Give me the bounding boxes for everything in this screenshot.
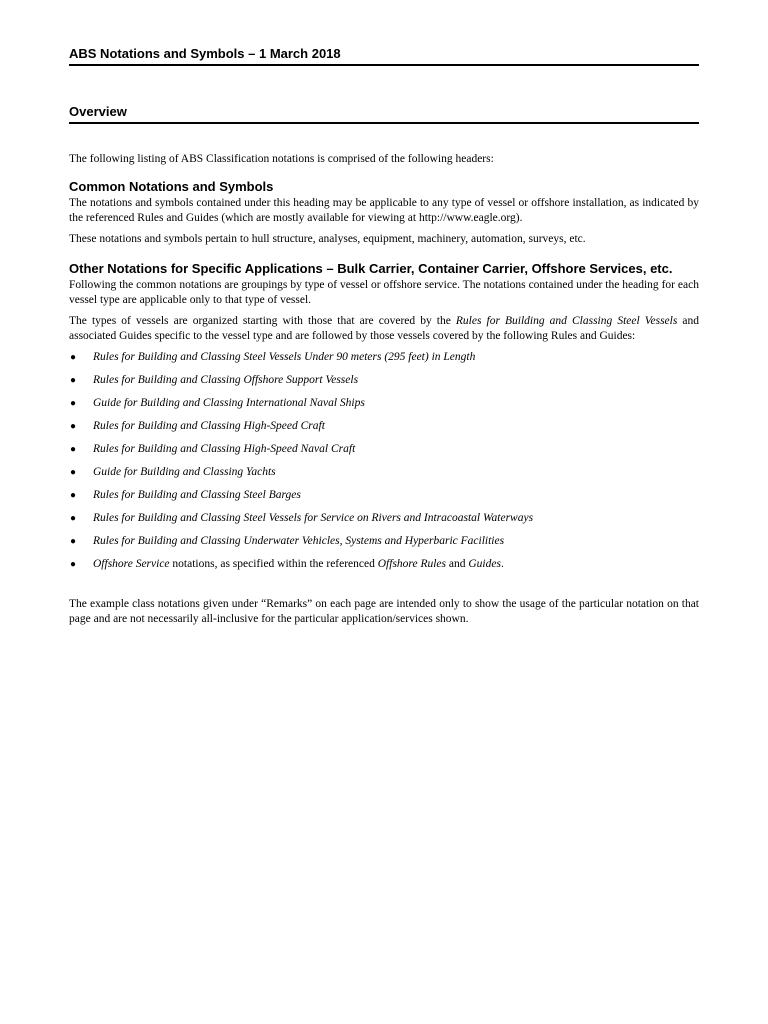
bullet-icon: ● bbox=[70, 513, 77, 524]
paragraph-italic-title: Rules for Building and Classing Steel Vessels bbox=[455, 315, 678, 327]
common-notations-paragraph-1: The notations and symbols contained under this heading may be applicable to any type of vessel or offshore installation, as indicated by the referenced Rules and Guides (which are mostly available for viewing at http://www.eagle.org). bbox=[69, 197, 699, 224]
list-item bbox=[69, 373, 699, 396]
guide-title: Guide for Building and Classing Yachts bbox=[93, 466, 276, 478]
other-notations-paragraph-1: Following the common notations are groupings by type of vessel or offshore service. The notations contained under the heading for each vessel type are applicable only to that type of vessel. bbox=[69, 279, 699, 306]
common-notations-paragraph-2: These notations and symbols pertain to hull structure, analyses, equipment, machinery, automation, surveys, etc. bbox=[69, 233, 586, 245]
bullet-icon: ● bbox=[70, 559, 77, 570]
guide-title: Rules for Building and Classing Offshore Support Vessels bbox=[93, 374, 359, 386]
list-item-text: notations, as specified within the referenced bbox=[169, 558, 378, 570]
other-notations-paragraph-2 bbox=[69, 314, 699, 344]
guides-list bbox=[69, 350, 699, 580]
list-item bbox=[69, 488, 699, 511]
bullet-icon: ● bbox=[70, 375, 77, 386]
list-item bbox=[69, 511, 699, 534]
guide-title: Rules for Building and Classing High-Speed Naval Craft bbox=[93, 443, 356, 455]
guide-title: Rules for Building and Classing Steel Vessels Under 90 meters (295 feet) in Length bbox=[93, 351, 476, 363]
list-item bbox=[69, 534, 699, 557]
bullet-icon: ● bbox=[70, 490, 77, 501]
list-item-text: and bbox=[446, 558, 469, 570]
offshore-service-label: Offshore Service bbox=[93, 558, 170, 570]
bullet-icon: ● bbox=[70, 444, 77, 455]
bullet-icon: ● bbox=[70, 352, 77, 363]
closing-paragraph: The example class notations given under “Remarks” on each page are intended only to show the usage of the particular notation on that page and are not necessarily all-inclusive for the particular application/services shown. bbox=[69, 598, 699, 625]
offshore-rules-label: Offshore Rules bbox=[377, 558, 446, 570]
list-item bbox=[69, 419, 699, 442]
guides-label: Guides bbox=[468, 558, 501, 570]
other-notations-heading: Other Notations for Specific Applications – Bulk Carrier, Container Carrier, Offshore Services, etc. bbox=[69, 261, 673, 276]
guide-title: Rules for Building and Classing High-Speed Craft bbox=[93, 420, 325, 432]
paragraph-text: The types of vessels are organized starting with those that are covered by the bbox=[69, 315, 456, 327]
list-item bbox=[69, 396, 699, 419]
list-item bbox=[69, 350, 699, 373]
bullet-icon: ● bbox=[70, 421, 77, 432]
document-body bbox=[69, 152, 699, 633]
list-item bbox=[69, 557, 699, 580]
common-notations-heading: Common Notations and Symbols bbox=[69, 179, 274, 194]
guide-title: Guide for Building and Classing International Naval Ships bbox=[93, 397, 365, 409]
list-item-text: . bbox=[500, 558, 504, 570]
intro-paragraph: The following listing of ABS Classification notations is comprised of the following headers: bbox=[69, 153, 494, 165]
running-header: ABS Notations and Symbols – 1 March 2018 bbox=[69, 46, 699, 66]
section-title: Overview bbox=[69, 104, 699, 124]
paragraph-text: and associated Guides specific to the vessel type and are followed by those vessels covered by the following Rules and Guides: bbox=[69, 315, 700, 342]
guide-title: Rules for Building and Classing Underwater Vehicles, Systems and Hyperbaric Facilities bbox=[93, 535, 505, 547]
list-item bbox=[69, 465, 699, 488]
bullet-icon: ● bbox=[70, 467, 77, 478]
guide-title: Rules for Building and Classing Steel Vessels for Service on Rivers and Intracoastal Waterways bbox=[93, 512, 534, 524]
bullet-icon: ● bbox=[70, 536, 77, 547]
list-item bbox=[69, 442, 699, 465]
bullet-icon: ● bbox=[70, 398, 77, 409]
guide-title: Rules for Building and Classing Steel Barges bbox=[93, 489, 301, 501]
